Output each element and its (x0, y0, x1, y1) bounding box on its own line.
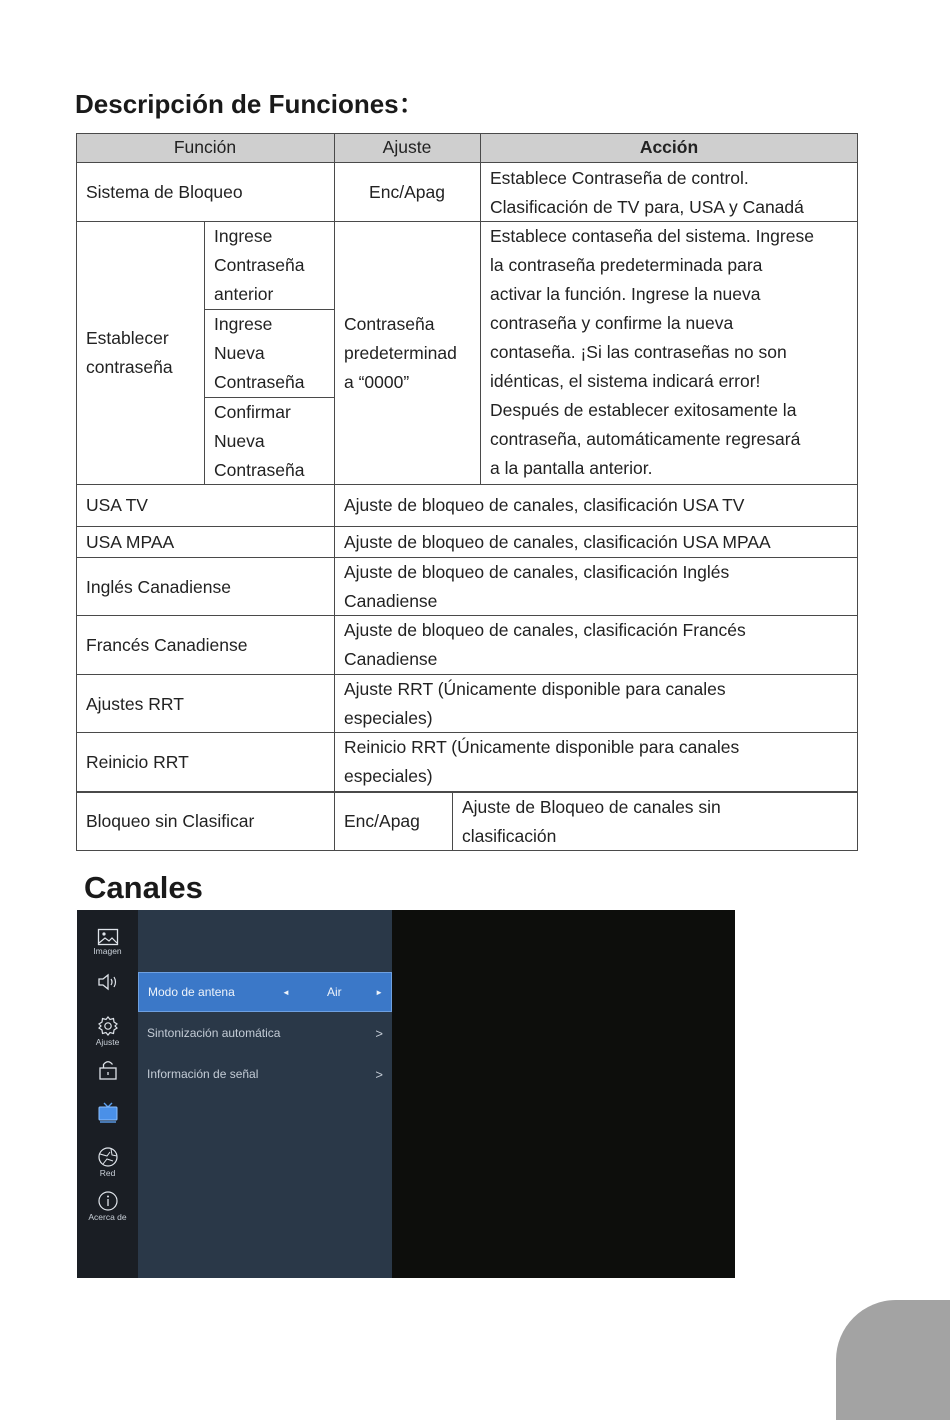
speaker-icon (96, 972, 120, 992)
page-title: Descripción de Funciones： (75, 89, 425, 119)
table-border (76, 557, 858, 558)
globe-icon (97, 1146, 119, 1168)
cell-accion: Ajuste de bloqueo de canales, clasificación USA MPAA (344, 532, 771, 552)
sidebar-item-canales[interactable] (77, 1101, 138, 1123)
cell-funcion: Bloqueo sin Clasificar (86, 810, 255, 831)
sidebar-item-acerca[interactable] (77, 1190, 138, 1222)
cell-accion: Ajuste de bloqueo de canales, clasificación USA TV (344, 494, 745, 515)
sidebar-label: Acerca de (88, 1212, 127, 1222)
table-border (76, 484, 858, 485)
table-border (76, 133, 858, 134)
image-icon (97, 928, 119, 946)
cell-accion: Establece contaseña del sistema. Ingrese la contraseña predeterminada para activar la función. Ingrese la nueva contraseña y confirme la nueva contaseña. ¡Si las contraseñas no son idénticas, el sistema indicará error! Después de establecer exitosamente la contraseña, automáticamente regresará a la pantalla anterior. (490, 226, 814, 478)
gear-icon (97, 1015, 119, 1037)
cell-ajuste: Contraseña predeterminad a “0000” (344, 313, 457, 392)
cell-funcion: USA TV (86, 494, 148, 515)
table-border (76, 133, 77, 851)
menu-item-informacion[interactable] (138, 1054, 392, 1094)
cell-ajuste: Enc/Apag (369, 181, 445, 202)
tv-channels-menu (138, 910, 392, 1278)
cell-funcion: Reinicio RRT (86, 751, 189, 772)
chevron-right-icon: > (375, 1025, 383, 1041)
table-border (204, 397, 334, 398)
sidebar-item-red[interactable] (77, 1146, 138, 1178)
lock-icon (97, 1059, 119, 1081)
header-funcion-text: Función (173, 137, 237, 157)
table-border (76, 615, 858, 616)
menu-item-label: Información de señal (147, 1067, 259, 1081)
cell-accion: Ajuste de bloqueo de canales, clasificación Francés Canadiense (344, 620, 746, 669)
cell-accion: Ajuste RRT (Únicamente disponible para canales especiales) (344, 679, 726, 728)
table-border (452, 791, 453, 851)
section-title: Canales (84, 870, 203, 905)
menu-item-modo-antena[interactable] (138, 972, 392, 1012)
table-border (334, 133, 335, 851)
table-border (480, 133, 481, 484)
table-border (76, 526, 858, 527)
table-border (204, 221, 205, 484)
sidebar-label: Red (99, 1168, 116, 1178)
table-border (76, 162, 858, 163)
sidebar-label: Ajuste (95, 1037, 120, 1047)
sidebar-item-imagen[interactable] (77, 928, 138, 956)
cell-funcion: Sistema de Bloqueo (86, 181, 243, 202)
cell-funcion: Establecer contraseña (86, 328, 173, 377)
cell-subfuncion: Ingrese Contraseña anterior (214, 226, 305, 304)
cell-funcion: Inglés Canadiense (86, 576, 231, 597)
chevron-right-icon: > (375, 1066, 383, 1082)
header-ajuste-text: Ajuste (382, 137, 432, 157)
tv-channels-screenshot (77, 910, 735, 1278)
table-border (76, 674, 858, 675)
header-accion (480, 133, 858, 162)
cell-accion: Ajuste de bloqueo de canales, clasificación Inglés Canadiense (344, 562, 730, 611)
menu-item-label: Modo de antena (148, 985, 235, 999)
page-tab-decoration (836, 1300, 950, 1420)
table-border (76, 791, 858, 793)
header-accion-text: Acción (639, 137, 699, 157)
sidebar-item-bloqueo[interactable] (77, 1059, 138, 1081)
cell-funcion: Ajustes RRT (86, 693, 184, 714)
sidebar-item-sonido[interactable] (77, 972, 138, 992)
cell-funcion: Francés Canadiense (86, 634, 248, 655)
cell-accion: Establece Contraseña de control. Clasificación de TV para, USA y Canadá (490, 168, 804, 217)
menu-item-label: Sintonización automática (147, 1026, 281, 1040)
cell-accion: Ajuste de Bloqueo de canales sin clasificación (462, 797, 721, 846)
menu-item-sintonizacion[interactable] (138, 1013, 392, 1053)
arrow-left-icon[interactable]: ◄ (282, 987, 290, 997)
header-ajuste (334, 133, 480, 162)
cell-subfuncion: Ingrese Nueva Contraseña (214, 314, 305, 392)
cell-ajuste: Enc/Apag (344, 810, 420, 831)
cell-subfuncion: Confirmar Nueva Contraseña (214, 402, 305, 480)
sidebar-label: Imagen (93, 946, 122, 956)
cell-funcion: USA MPAA (86, 532, 175, 552)
table-border (76, 221, 858, 222)
tv-sidebar (77, 910, 138, 1278)
sidebar-item-ajuste[interactable] (77, 1015, 138, 1047)
arrow-right-icon[interactable]: ► (375, 987, 383, 997)
info-icon (97, 1190, 119, 1212)
tv-icon (96, 1101, 120, 1123)
cell-accion: Reinicio RRT (Únicamente disponible para canales especiales) (344, 737, 740, 786)
header-funcion (76, 133, 334, 162)
table-border (76, 732, 858, 733)
table-border (857, 133, 858, 851)
table-border (204, 309, 334, 310)
table-border (76, 850, 858, 851)
menu-item-value: Air (327, 985, 342, 999)
